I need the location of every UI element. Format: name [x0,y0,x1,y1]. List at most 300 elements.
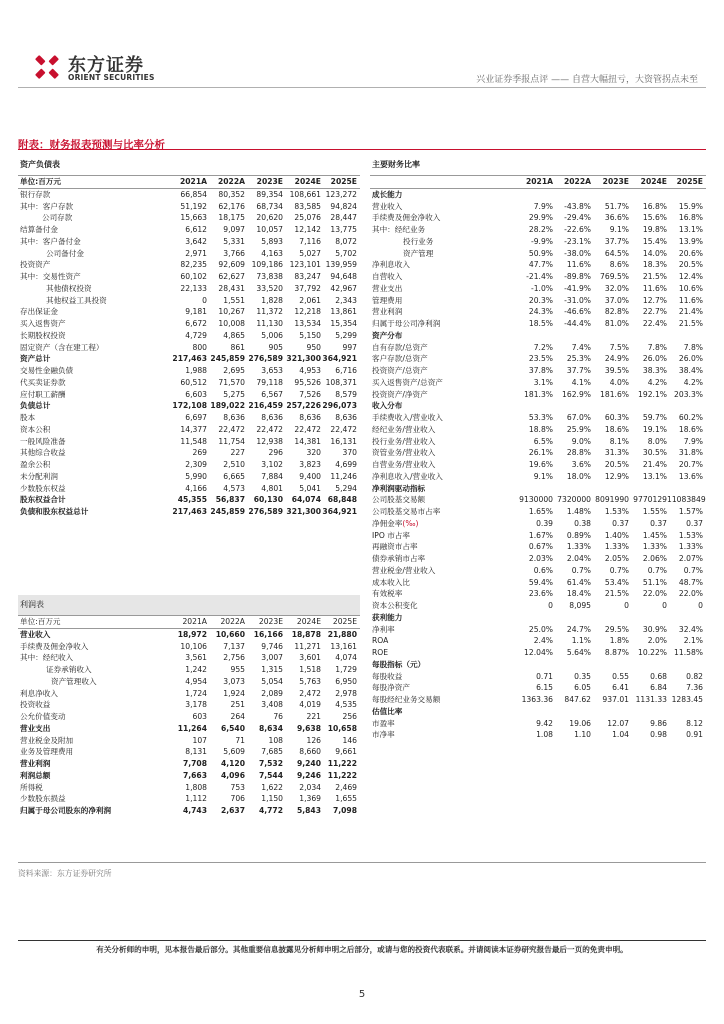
row-value-c2: 706 [230,794,245,804]
row-value-c4: 123,101 [289,260,321,270]
row-label: 每股指标（元） [372,659,426,669]
row-value-c4 [629,659,667,671]
row-value-c4: 320 [306,448,321,458]
row-value-c5 [667,330,706,342]
row-value-c3: 11,130 [256,319,283,328]
row-value-c3: 32.0% [604,283,629,293]
row-value-c3: 24.9% [604,354,629,364]
row-value-c4: 1.55% [642,507,667,516]
row-value-c5: 42,967 [330,283,357,293]
row-label: 所得税 [20,782,43,792]
table-row [18,400,360,412]
row-label: ROA [372,636,389,646]
row-value-c5: 15.9% [678,201,703,211]
row-value-c4: 4.2% [647,377,667,387]
row-value-c1: 60,102 [180,272,207,281]
row-label: 成长能力 [372,189,403,199]
row-value-c4: 11,271 [294,641,321,651]
row-value-c4: 10.22% [638,648,667,657]
row-label: 存出保证金 [20,307,58,317]
row-value-c2: 5,275 [223,389,245,399]
row-value-c5: 13.9% [678,236,703,246]
row-value-c2: -23.1% [564,236,591,246]
row-value-c2: 4,865 [223,330,245,340]
row-value-c4: 5,763 [299,676,321,686]
row-label: 获利能力 [372,612,403,622]
table-row [370,659,706,671]
row-label: 未分配利润 [20,471,58,481]
row-value-c3: 4.0% [609,377,629,387]
row-value-c1: 29.9% [528,213,553,223]
table-row [18,652,360,664]
row-label: 投资资产/净资产 [372,389,428,399]
row-value-c5: 60.2% [678,413,703,422]
row-value-c5: 18.6% [678,424,703,434]
row-value-c4: 37,792 [294,283,321,293]
row-value-c2: 22,472 [218,424,245,434]
table-row [370,471,706,483]
table-caption: 资产负债表 [20,160,60,169]
row-value-c4: 12.7% [642,295,667,305]
row-value-c2: 4,573 [223,483,245,493]
row-value-c3: 9.1% [609,225,629,234]
row-value-c1: 5,990 [185,471,207,481]
row-value-c3: 1.53% [604,507,629,516]
row-label: 营业税金及附加 [20,735,74,745]
row-value-c4: 9,638 [296,723,321,733]
header-2025e: 2025E [332,617,357,626]
row-label: 公司存款 [42,213,73,223]
table-row [18,377,360,389]
row-label: 净佣金率(‰) [372,518,419,528]
row-value-c4: 4,953 [299,366,321,375]
table-row [370,494,706,506]
row-value-c1: 6,603 [185,389,207,399]
row-value-c4: 18,878 [291,629,321,639]
row-value-c1: 7.9% [533,201,553,211]
row-value-c5: 13,161 [330,641,357,651]
table-row [370,447,706,459]
row-value-c5: 8.12 [686,718,703,728]
row-label: 营业税金/营业收入 [372,565,436,575]
row-value-c4: 95,526 [294,377,321,387]
row-value-c5: 8,636 [335,413,357,422]
row-label: 债券承销市占率 [372,554,426,563]
row-value-c1: 8,131 [185,747,207,757]
row-label: 自营收入 [372,272,403,281]
row-label: 净利息收入 [372,260,410,270]
row-value-c4: 59.7% [642,413,667,422]
row-value-c1: 22,133 [180,283,207,293]
row-value-c5: 997 [342,342,357,352]
row-value-c5: 16,131 [330,436,357,446]
header-unit: 单位:百万元 [20,177,62,186]
row-value-c1: 1,808 [185,782,207,792]
row-value-c3: 0 [624,601,629,610]
header-2022a: 2022A [220,617,245,626]
row-value-c3: 769.5% [600,272,629,281]
header-divider [18,87,706,88]
header-2024e: 2024E [640,177,667,186]
table-row [18,436,360,448]
row-value-c1: 28.2% [528,225,553,234]
row-value-c2: 955 [230,665,245,674]
row-value-c5: 139,959 [325,260,357,270]
row-value-c3: 0.55 [612,671,629,681]
row-value-c5: 0.7% [683,565,703,575]
table-row [18,735,360,747]
row-value-c1: 7,663 [182,770,207,780]
row-value-c4: 5,843 [296,806,321,815]
row-value-c5: 11,222 [327,770,357,780]
row-value-c4: 15.4% [642,236,667,246]
row-value-c3: 33,520 [256,283,283,293]
row-value-c5: 370 [342,448,357,458]
row-value-c1: 23.6% [528,589,553,599]
row-value-c3: 73,838 [256,272,283,281]
row-label: 客户存款/总资产 [372,354,428,364]
row-value-c3 [591,400,629,412]
row-value-c4: 257,226 [286,401,321,411]
row-value-c4: 51.1% [642,577,667,587]
row-value-c5: 6,716 [335,366,357,375]
row-value-c5: 7,098 [332,806,357,815]
row-value-c1: 60,512 [180,377,207,387]
row-label: 其中：经纪收入 [20,653,74,663]
row-value-c1: 217,463 [172,354,207,364]
row-value-c2: 71 [235,735,245,745]
row-value-c3: 0.7% [609,565,629,575]
table-row [370,718,706,730]
row-value-c2: -44.4% [564,319,591,328]
table-row [18,664,360,676]
row-value-c5: 1,655 [335,794,357,804]
row-value-c4: 83,247 [294,272,321,281]
table-row [18,471,360,483]
row-value-c4: 0 [662,601,667,610]
row-label: 管理费用 [372,295,403,305]
row-value-c3: 296 [268,448,283,458]
row-value-c4: 1.33% [642,542,667,552]
row-value-c1 [515,659,553,671]
row-value-c2: 0.7% [571,565,591,575]
table-row [370,565,706,577]
row-value-c5: 2,469 [335,782,357,792]
table-row [370,224,706,236]
row-value-c5 [667,706,706,718]
row-label: 每股经纪业务交易额 [372,695,441,704]
logo-chinese-name: 东方证券 [68,55,144,76]
row-label: 其中：交易性资产 [20,272,81,281]
row-value-c1: 24.3% [528,307,553,317]
row-value-c2 [553,189,591,201]
row-value-c2: 18.0% [566,471,591,481]
row-value-c3: 7.5% [609,342,629,352]
row-value-c2: 7320000 [557,495,591,505]
table-row [18,342,360,354]
row-label: 资产分布 [372,330,403,340]
row-value-c4: 0.7% [647,565,667,575]
row-value-c3: 1,828 [261,295,283,305]
header-2022a: 2022A [563,177,591,186]
row-value-c4: 1131.33 [635,695,667,704]
row-value-c1: 6,672 [185,319,207,328]
row-value-c2: 7,137 [223,641,245,651]
row-value-c2: 162.9% [562,389,591,399]
table-caption: 利润表 [18,595,360,615]
row-value-c2: 25.3% [566,354,591,364]
row-value-c3: 60.3% [604,413,629,422]
table-row [370,212,706,224]
row-value-c2: 189,022 [210,401,245,411]
row-value-c4: 3,601 [299,653,321,663]
table-row [18,793,360,805]
row-value-c3 [591,330,629,342]
row-value-c2: 1.33% [566,542,591,552]
row-value-c3: 11,372 [256,307,283,317]
table-row [370,729,706,741]
row-value-c5: 4,074 [335,653,357,663]
table-row [370,236,706,248]
row-value-c5: 22.0% [678,589,703,599]
row-label: 市盈率 [372,718,395,728]
table-row [370,201,706,213]
row-value-c5: 2,343 [335,295,357,305]
row-value-c4 [629,189,667,201]
row-value-c5: 12.4% [678,272,703,281]
row-value-c1: 50.9% [528,248,553,258]
row-value-c4: 22.4% [642,319,667,328]
row-value-c1: 18,972 [177,629,207,639]
row-value-c4: 19.8% [642,225,667,234]
row-value-c4: 321,300 [286,354,321,364]
row-value-c4: 6.84 [650,683,667,693]
row-value-c2: 10,008 [218,319,245,328]
row-value-c4: 22,472 [294,424,321,434]
row-value-c4: 16.8% [642,201,667,211]
row-label: 经纪业务/营业收入 [372,424,436,434]
row-value-c2: 753 [230,782,245,792]
row-value-c2: 2,695 [223,366,245,375]
row-value-c5: 13.6% [678,471,703,481]
table-row [370,483,706,495]
row-value-c4: 2,034 [299,782,321,792]
table-row [370,600,706,612]
row-label: 少数股东权益 [20,483,66,493]
table-header-row [18,615,360,629]
row-label: 归属于母公司股东的净利润 [20,806,112,815]
row-value-c1: 10,106 [180,641,207,651]
header-2023e: 2023E [256,177,283,186]
row-value-c4 [629,706,667,718]
row-value-c4: 5,027 [299,248,321,258]
row-value-c2: 3,073 [223,676,245,686]
row-value-c5: 6,950 [335,676,357,686]
row-value-c2: 1.1% [571,636,591,646]
row-value-c5: 8,579 [335,389,357,399]
row-value-c5: 38.4% [678,366,703,375]
row-value-c1: 9130000 [519,495,553,505]
row-value-c2: 5,331 [223,236,245,246]
row-value-c5 [667,400,706,412]
table-row [18,212,360,224]
orient-securities-logo-icon [32,52,62,82]
row-value-c1: 7.2% [533,342,553,352]
row-value-c5: 13.1% [678,225,703,234]
row-value-c1: 20.3% [528,295,553,305]
row-value-c1 [515,400,553,412]
data-source: 资料来源：东方证券研究所 [18,869,112,878]
row-value-c2: 4.1% [571,377,591,387]
row-value-c1: 269 [192,448,207,458]
row-label: 归属于母公司净利润 [372,319,441,328]
header-2021a: 2021A [179,177,207,186]
table-row [370,624,706,636]
row-value-c5: 13,775 [330,225,357,234]
row-value-c5 [667,189,706,201]
report-title: 兴业证券季报点评 —— 自营大幅扭亏，大资管拐点未至 [476,75,698,85]
table-row [370,306,706,318]
row-value-c5: 15,354 [330,319,357,328]
row-value-c1: 2,971 [185,248,207,258]
row-value-c3: 18.6% [604,424,629,434]
row-value-c2: 0.35 [574,671,591,681]
table-row [18,758,360,770]
row-value-c3: 12.9% [604,471,629,481]
row-value-c3: 3,007 [261,653,283,663]
row-value-c2: 25.9% [566,424,591,434]
row-value-c4: 9,400 [299,471,321,481]
row-value-c3: 5,893 [261,236,283,246]
row-label: ROE [372,648,389,657]
row-value-c1: 1.08 [536,730,553,740]
table-row [18,688,360,700]
row-value-c5: 10,658 [327,723,357,733]
row-value-c2: 19.06 [569,718,591,728]
row-value-c3: 60,130 [253,495,283,505]
row-label: 盈余公积 [20,460,51,469]
row-value-c1: -1.0% [530,283,553,293]
row-value-c2: 2,756 [223,653,245,663]
row-value-c2: -89.8% [564,272,591,281]
row-value-c2: 6,540 [220,723,245,733]
row-value-c5: 8,072 [335,236,357,246]
table-row [18,224,360,236]
table-row [370,389,706,401]
row-value-c1: 82,235 [180,260,207,270]
row-value-c1: 11,548 [180,436,207,446]
row-value-c4: 221 [306,712,321,721]
row-value-c3: 1.33% [604,542,629,552]
row-value-c1: 0 [202,295,207,305]
row-label: 净利润驱动指标 [372,483,426,493]
row-value-c1: 0.71 [536,671,553,681]
row-value-c5: 4,699 [335,460,357,469]
row-value-c1: 6.5% [533,436,553,446]
row-value-c4: 7,116 [299,236,321,246]
row-value-c3: 2,089 [261,688,283,698]
row-value-c3: 0.37 [612,518,629,528]
row-value-c1: 9,181 [185,307,207,317]
row-value-c3: 8.6% [609,260,629,270]
row-value-c4: 18.3% [642,260,667,270]
row-value-c4: 1.45% [642,530,667,540]
row-value-c3: 1,622 [261,782,283,792]
table-row [18,295,360,307]
row-label: 自有存款/总资产 [372,342,428,352]
row-label: 其他权益工具投资 [46,295,107,305]
row-value-c2: 62,627 [218,272,245,281]
row-value-c3 [591,706,629,718]
row-value-c1: 1,242 [185,665,207,674]
table-row [18,389,360,401]
table-row [370,588,706,600]
row-value-c2: 92,609 [218,260,245,270]
row-value-c3: 937.01 [602,695,629,704]
row-value-c3: 53.4% [604,577,629,587]
table-row [18,770,360,782]
row-value-c5: 20.7% [678,460,703,469]
row-value-c5: 94,824 [330,201,357,211]
row-value-c2: 61.4% [566,577,591,587]
row-value-c3: 7,532 [258,759,283,768]
row-value-c4: 38.3% [642,366,667,375]
row-value-c1: -9.9% [530,236,553,246]
row-value-c3: 5,054 [261,676,283,686]
row-value-c3: 4,772 [258,806,283,815]
row-value-c4 [629,612,667,624]
table-row [18,424,360,436]
row-value-c1: 6,612 [185,225,207,234]
row-value-c2 [553,612,591,624]
row-value-c4: 21.4% [642,460,667,469]
header-2022a: 2022A [217,177,245,186]
row-value-c1: 3,178 [185,700,207,710]
table-row [370,530,706,542]
row-label: 结算备付金 [20,225,58,234]
row-label: 一般风险准备 [20,436,66,446]
row-value-c1: 59.4% [528,577,553,587]
row-value-c2 [553,706,591,718]
row-label: 银行存款 [20,189,51,199]
row-value-c1: 25.0% [528,624,553,634]
row-value-c5: 11083849 [667,495,706,505]
table-row [370,424,706,436]
row-value-c3: 1.04 [612,730,629,740]
row-value-c4: 7.8% [647,342,667,352]
row-value-c5: 5,702 [335,248,357,258]
row-value-c4: 19.1% [642,424,667,434]
row-value-c4: 0.98 [650,730,667,740]
table-row [18,641,360,653]
row-value-c1: 4,954 [185,676,207,686]
row-value-c2: 37.7% [566,366,591,375]
row-value-c4: 8.0% [647,436,667,446]
row-value-c4: 30.9% [642,624,667,634]
row-value-c4: 321,300 [286,507,321,516]
row-label: 资本公积 [20,424,51,434]
row-value-c2: 28,431 [218,283,245,293]
row-value-c4: 0.37 [650,518,667,528]
row-label: 营业支出 [20,723,51,733]
row-label: 买入返售资产 [20,319,66,328]
row-label: 营业利润 [20,759,51,768]
table-row [370,377,706,389]
row-value-c5: 21,880 [327,629,357,639]
row-value-c1: 4,729 [185,330,207,340]
row-value-c1 [515,706,553,718]
row-value-c1 [515,330,553,342]
